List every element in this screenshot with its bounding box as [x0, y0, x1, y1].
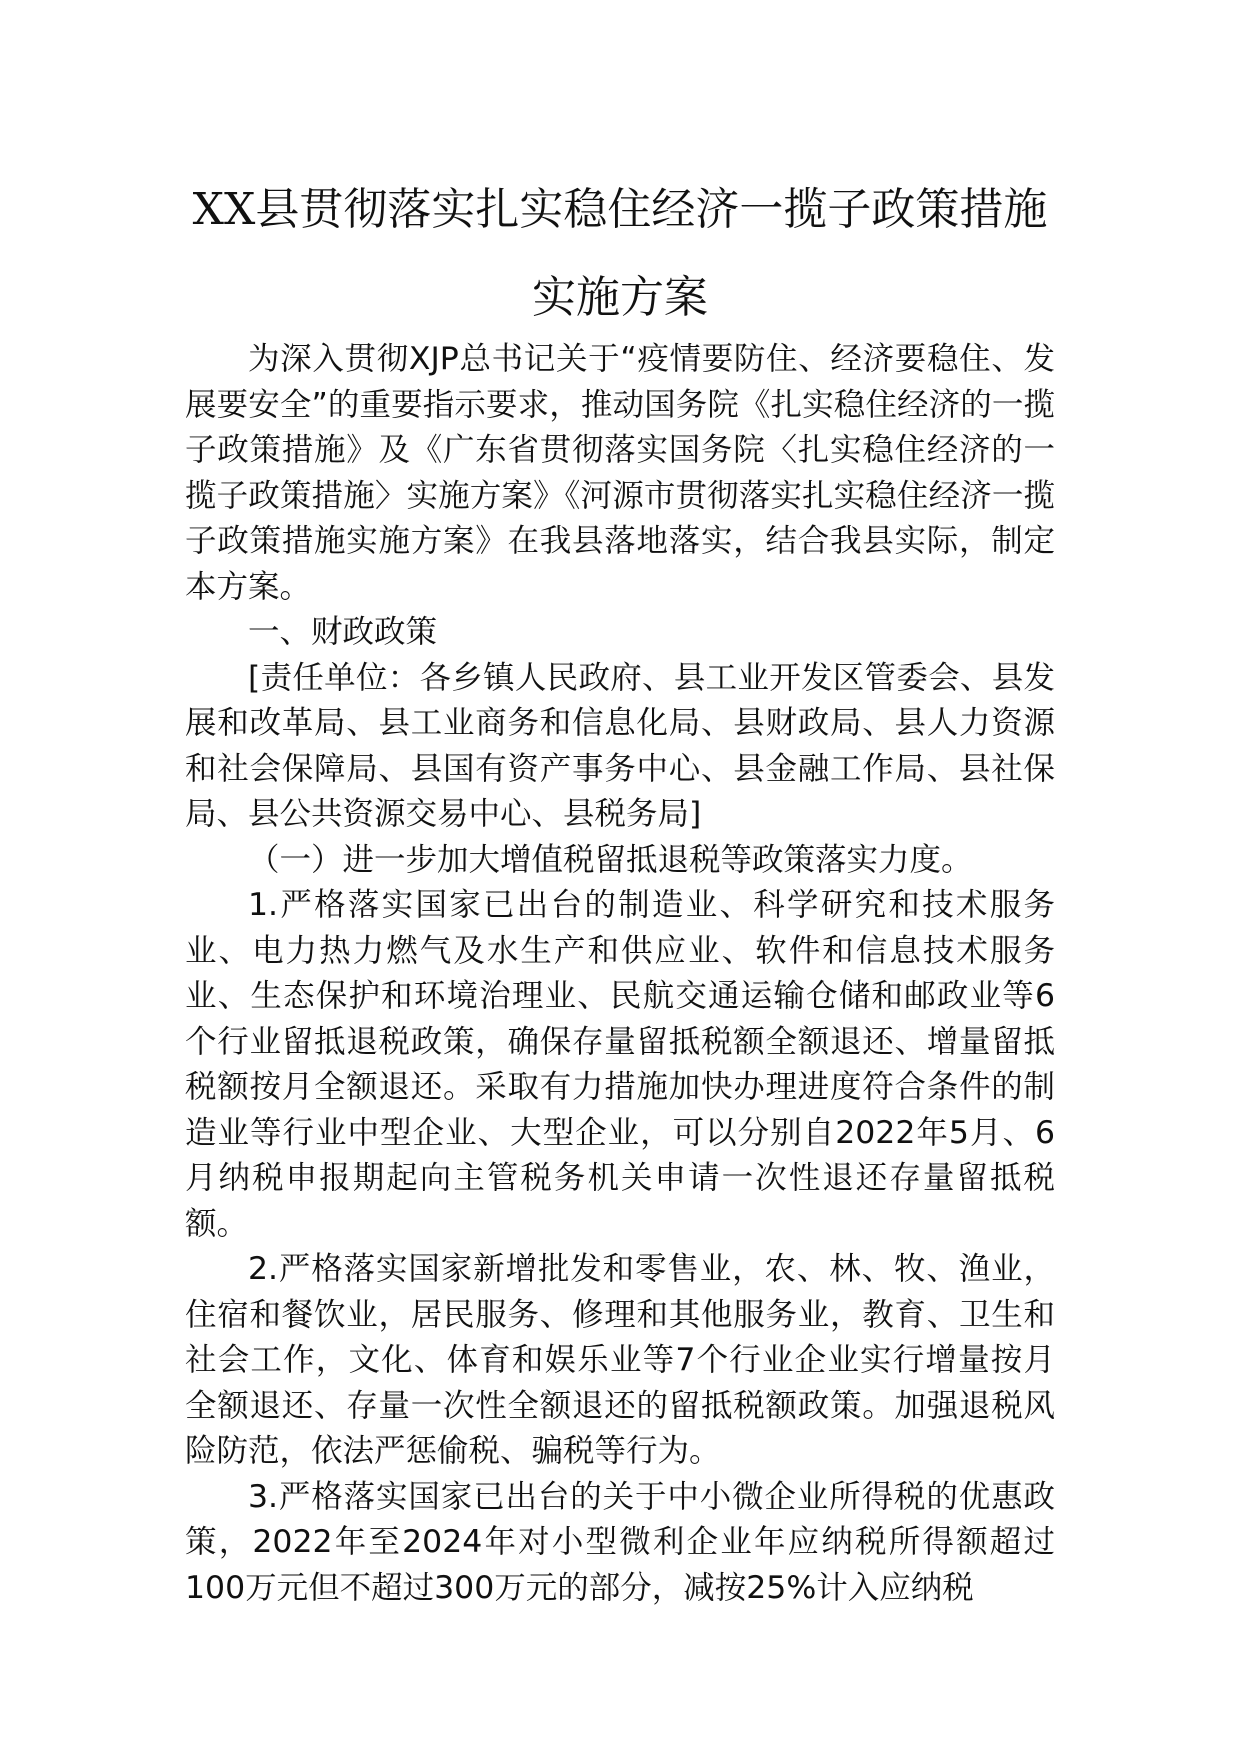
subsection-heading-1: （一）进一步加大增值税留抵退税等政策落实力度。: [248, 841, 973, 878]
item-2-paragraph: 2.严格落实国家新增批发和零售业，农、林、牧、渔业，住宿和餐饮业，居民服务、修理和其他服务业，教育、卫生和社会工作，文化、体育和娱乐业等7个行业企业实行增量按月全额退还、存量一次性全额退还的留抵税额政策。加强退税风险防范，依法严惩偷税、骗税等行为。: [185, 1251, 1055, 1469]
section-heading-fiscal-policy: 一、财政政策: [248, 614, 438, 650]
item-1-paragraph: 1.严格落实国家已出台的制造业、科学研究和技术服务业、电力热力燃气及水生产和供应业、软件和信息技术服务业、生态保护和环境治理业、民航交通运输仓储和邮政业等6个行业留抵退税政策，确保存量留抵税额全额退还、增量留抵税额按月全额退还。采取有力措施加快办理进度符合条件的制造业等行业中型企业、大型企业，可以分别自2022年5月、6月纳税申报期起向主管税务机关申请一次性退还存量留抵税额。: [185, 887, 1055, 1242]
document-body: [185, 337, 1055, 1611]
document-title: XX县贯彻落实扎实稳住经济一揽子政策措施实施方案: [192, 184, 1048, 323]
item-3-paragraph: 3.严格落实国家已出台的关于中小微企业所得税的优惠政策，2022年至2024年对小型微利企业年应纳税所得额超过100万元但不超过300万元的部分，减按25%计入应纳税: [185, 1478, 1055, 1606]
intro-paragraph: 为深入贯彻XJP总书记关于“疫情要防住、经济要稳住、发展要安全”的重要指示要求，推动国务院《扎实稳住经济的一揽子政策措施》及《广东省贯彻落实国务院〈扎实稳住经济的一揽子政策措施〉实施方案》《河源市贯彻落实扎实稳住经济一揽子政策措施实施方案》在我县落地落实，结合我县实际，制定本方案。: [185, 341, 1055, 605]
responsible-units-paragraph: [责任单位：各乡镇人民政府、县工业开发区管委会、县发展和改革局、县工业商务和信息化局、县财政局、县人力资源和社会保障局、县国有资产事务中心、县金融工作局、县社保局、县公共资源交易中心、县税务局]: [185, 659, 1055, 832]
